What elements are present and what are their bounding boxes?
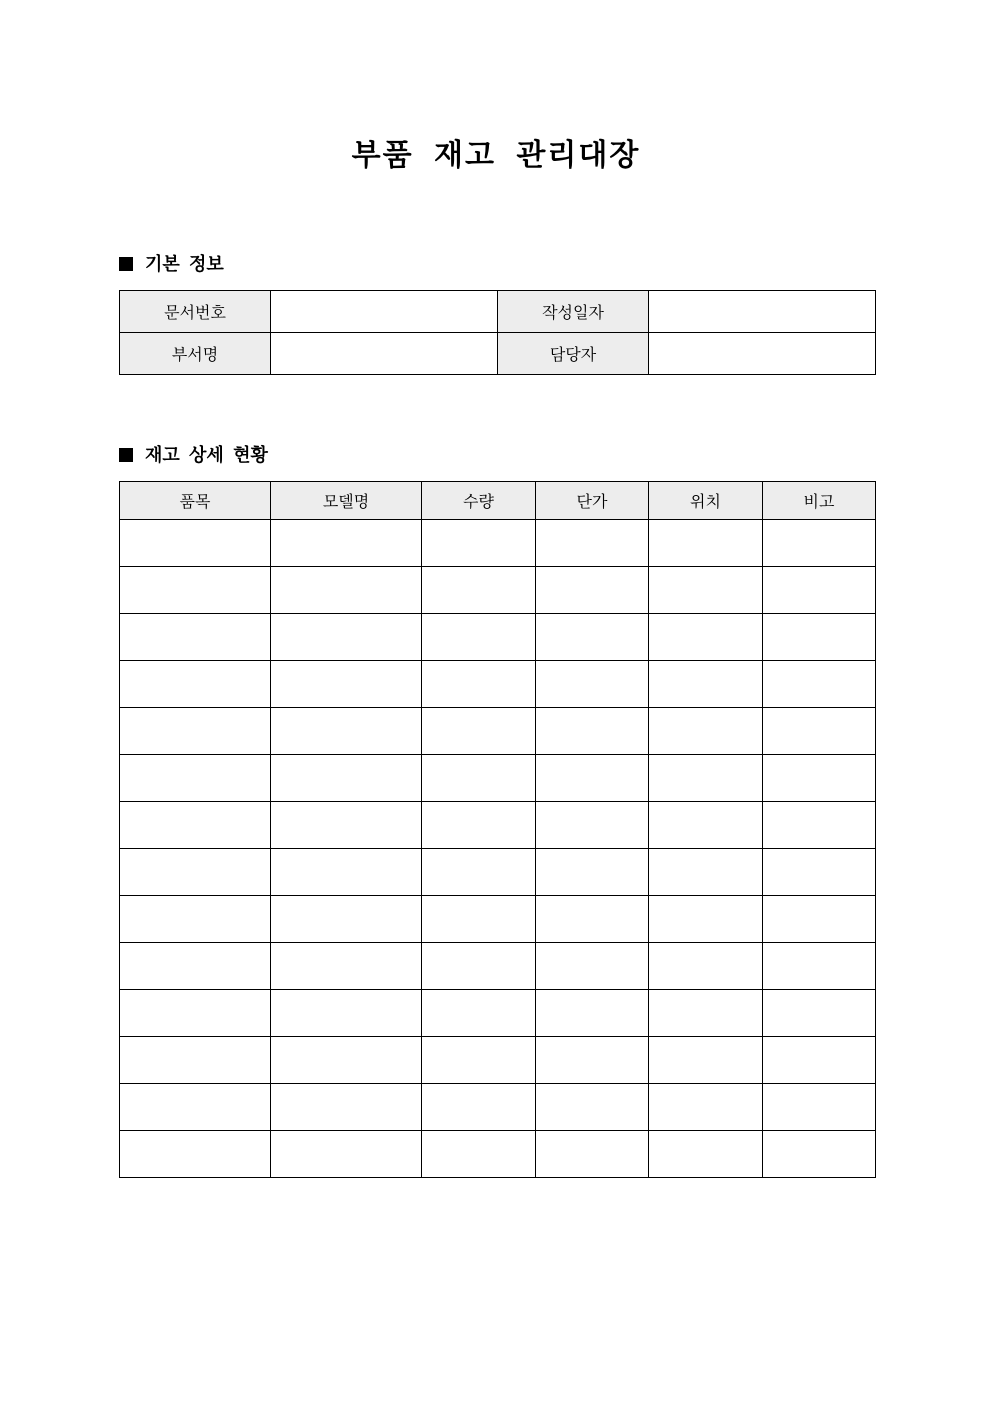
location-cell[interactable] [649,755,763,802]
item-cell[interactable] [120,1131,271,1178]
location-cell[interactable] [649,1131,763,1178]
unit-price-cell[interactable] [536,849,649,896]
table-row [120,661,876,708]
remarks-cell[interactable] [763,943,876,990]
column-header-remarks: 비고 [763,482,876,520]
location-cell[interactable] [649,520,763,567]
section-heading-label: 재고 상세 현황 [145,445,268,466]
unit-price-cell[interactable] [536,1037,649,1084]
model-cell[interactable] [271,567,422,614]
quantity-cell[interactable] [422,896,536,943]
location-cell[interactable] [649,708,763,755]
item-cell[interactable] [120,708,271,755]
square-bullet-icon [119,257,133,271]
section-heading-label: 기본 정보 [145,254,224,275]
department-field[interactable] [271,333,498,375]
model-cell[interactable] [271,661,422,708]
item-cell[interactable] [120,802,271,849]
quantity-cell[interactable] [422,708,536,755]
remarks-cell[interactable] [763,520,876,567]
quantity-cell[interactable] [422,661,536,708]
quantity-cell[interactable] [422,990,536,1037]
remarks-cell[interactable] [763,990,876,1037]
remarks-cell[interactable] [763,614,876,661]
item-cell[interactable] [120,755,271,802]
remarks-cell[interactable] [763,849,876,896]
item-cell[interactable] [120,1084,271,1131]
model-cell[interactable] [271,802,422,849]
doc-number-label: 문서번호 [120,291,271,333]
column-header-location: 위치 [649,482,763,520]
column-header-item: 품목 [120,482,271,520]
table-row [120,1131,876,1178]
document-title: 부품 재고 관리대장 [351,138,641,173]
table-row [120,333,876,375]
item-cell[interactable] [120,990,271,1037]
quantity-cell[interactable] [422,1131,536,1178]
quantity-cell[interactable] [422,943,536,990]
model-cell[interactable] [271,849,422,896]
column-header-quantity: 수량 [422,482,536,520]
item-cell[interactable] [120,661,271,708]
quantity-cell[interactable] [422,755,536,802]
location-cell[interactable] [649,896,763,943]
unit-price-cell[interactable] [536,990,649,1037]
quantity-cell[interactable] [422,802,536,849]
location-cell[interactable] [649,567,763,614]
location-cell[interactable] [649,802,763,849]
unit-price-cell[interactable] [536,567,649,614]
remarks-cell[interactable] [763,1131,876,1178]
item-cell[interactable] [120,896,271,943]
model-cell[interactable] [271,1084,422,1131]
table-row [120,567,876,614]
model-cell[interactable] [271,896,422,943]
unit-price-cell[interactable] [536,943,649,990]
item-cell[interactable] [120,614,271,661]
unit-price-cell[interactable] [536,1084,649,1131]
model-cell[interactable] [271,1037,422,1084]
created-date-label: 작성일자 [498,291,649,333]
model-cell[interactable] [271,755,422,802]
quantity-cell[interactable] [422,849,536,896]
location-cell[interactable] [649,661,763,708]
created-date-field[interactable] [649,291,876,333]
column-header-model: 모델명 [271,482,422,520]
table-row [120,708,876,755]
quantity-cell[interactable] [422,1084,536,1131]
section-heading-basic-info [119,252,224,278]
department-label: 부서명 [120,333,271,375]
unit-price-cell[interactable] [536,755,649,802]
model-cell[interactable] [271,1131,422,1178]
table-row [120,849,876,896]
remarks-cell[interactable] [763,567,876,614]
item-cell[interactable] [120,567,271,614]
table-row [120,755,876,802]
model-cell[interactable] [271,990,422,1037]
manager-field[interactable] [649,333,876,375]
unit-price-cell[interactable] [536,708,649,755]
unit-price-cell[interactable] [536,802,649,849]
table-row [120,614,876,661]
remarks-cell[interactable] [763,896,876,943]
model-cell[interactable] [271,520,422,567]
remarks-cell[interactable] [763,755,876,802]
model-cell[interactable] [271,708,422,755]
model-cell[interactable] [271,943,422,990]
table-row [120,943,876,990]
unit-price-cell[interactable] [536,1131,649,1178]
location-cell[interactable] [649,614,763,661]
item-cell[interactable] [120,1037,271,1084]
location-cell[interactable] [649,943,763,990]
table-row [120,291,876,333]
remarks-cell[interactable] [763,1037,876,1084]
doc-number-field[interactable] [271,291,498,333]
unit-price-cell[interactable] [536,661,649,708]
manager-label: 담당자 [498,333,649,375]
table-row [120,896,876,943]
quantity-cell[interactable] [422,520,536,567]
stock-detail-table [119,481,876,1178]
table-row [120,1037,876,1084]
item-cell[interactable] [120,943,271,990]
quantity-cell[interactable] [422,567,536,614]
basic-info-table [119,290,876,375]
table-row [120,990,876,1037]
location-cell[interactable] [649,1037,763,1084]
item-cell[interactable] [120,520,271,567]
table-row [120,802,876,849]
remarks-cell[interactable] [763,802,876,849]
item-cell[interactable] [120,849,271,896]
stock-table-body [120,520,876,1178]
square-bullet-icon [119,448,133,462]
unit-price-cell[interactable] [536,896,649,943]
remarks-cell[interactable] [763,661,876,708]
column-header-unit-price: 단가 [536,482,649,520]
table-header-row [120,482,876,520]
remarks-cell[interactable] [763,1084,876,1131]
quantity-cell[interactable] [422,1037,536,1084]
location-cell[interactable] [649,849,763,896]
location-cell[interactable] [649,990,763,1037]
table-row [120,1084,876,1131]
quantity-cell[interactable] [422,614,536,661]
section-heading-stock-detail [119,443,268,469]
unit-price-cell[interactable] [536,520,649,567]
table-row [120,520,876,567]
remarks-cell[interactable] [763,708,876,755]
location-cell[interactable] [649,1084,763,1131]
model-cell[interactable] [271,614,422,661]
unit-price-cell[interactable] [536,614,649,661]
